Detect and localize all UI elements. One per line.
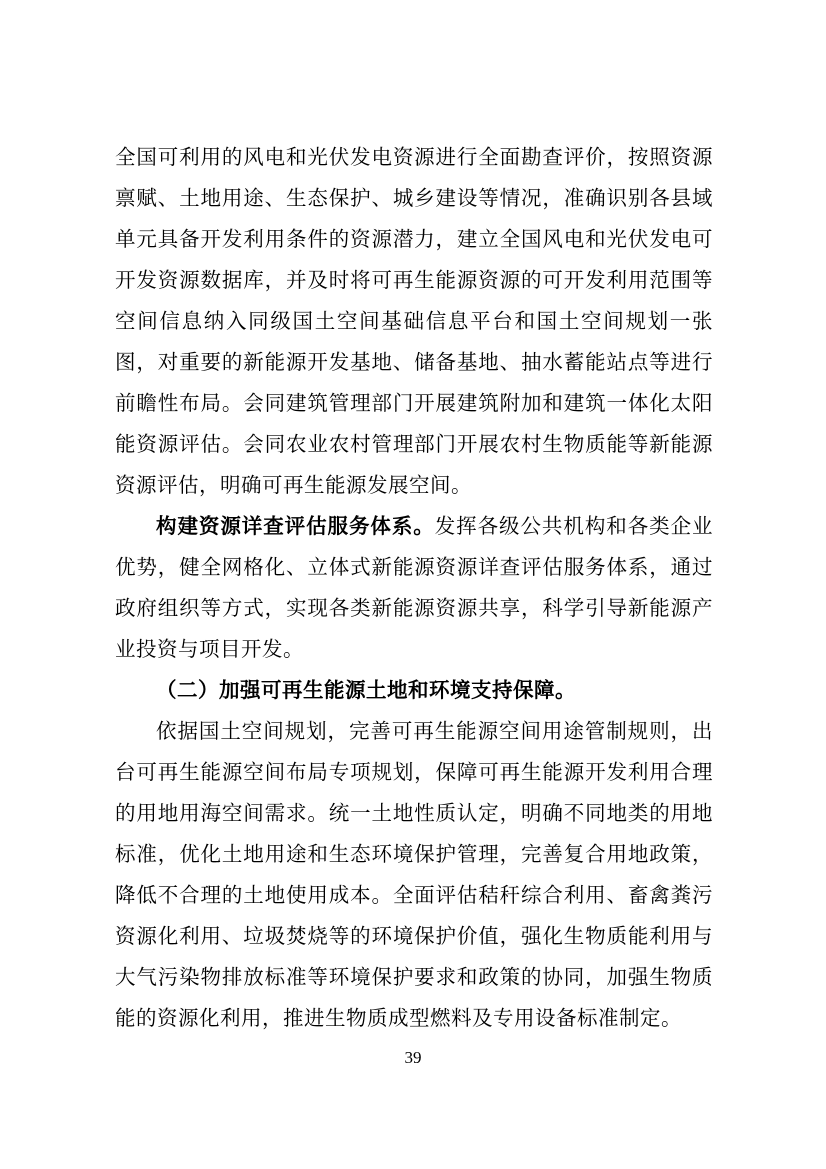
paragraph-resource-survey: 全国可利用的风电和光伏发电资源进行全面勘查评价，按照资源禀赋、土地用途、生态保护、城乡建设等情况，准确识别各县域单元具备开发利用条件的资源潜力，建立全国风电和光伏发电可开发资源数据库，并及时将可再生能源资源的可开发利用范围等空间信息纳入同级国土空间基础信息平台和国土空间规划一张图，对重要的新能源开发基地、储备基地、抽水蓄能站点等进行前瞻性布局。会同建筑管理部门开展建筑附加和建筑一体化太阳能资源评估。会同农业农村管理部门开展农村生物质能等新能源资源评估，明确可再生能源发展空间。 [115,147,713,497]
section-heading: （二）加强可再生能源土地和环境支持保障。 [156,680,576,702]
document-body [115,138,713,1040]
page-number: 39 [404,1048,422,1067]
paragraph-evaluation-service [115,507,713,671]
paragraph-bold-lead: 构建资源详查评估服务体系。 [156,516,435,538]
paragraph-land-environment: 依据国土空间规划，完善可再生能源空间用途管制规则，出台可再生能源空间布局专项规划，保障可再生能源开发利用合理的用地用海空间需求。统一土地性质认定，明确不同地类的用地标准，优化土地用途和生态环境保护管理，完善复合用地政策，降低不合理的土地使用成本。全面评估秸秆综合利用、畜禽粪污资源化利用、垃圾焚烧等的环境保护价值，强化生物质能利用与大气污染物排放标准等环境保护要求和政策的协同，加强生物质能的资源化利用，推进生物质成型燃料及专用设备标准制定。 [115,721,713,1030]
paragraph-body-text: 发挥各级公共机构和各类企业优势，健全网格化、立体式新能源资源详查评估服务体系，通过政府组织等方式，实现各类新能源资源共享，科学引导新能源产业投资与项目开发。 [115,516,714,661]
